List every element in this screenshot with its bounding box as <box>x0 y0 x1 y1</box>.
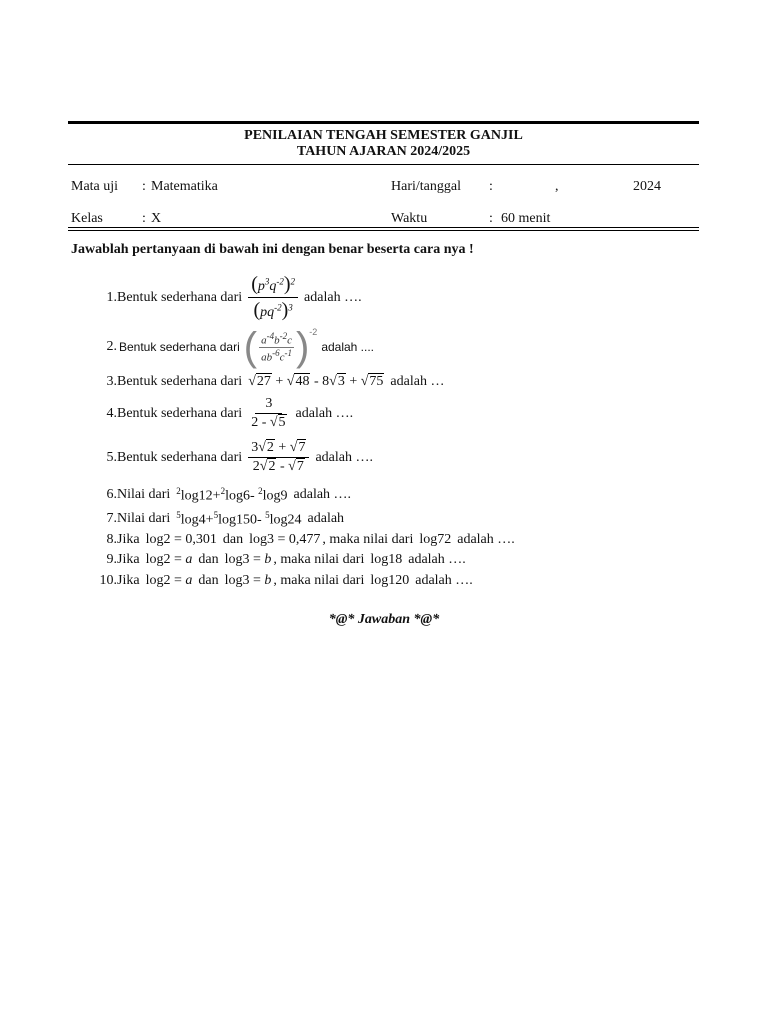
question-4 <box>91 396 353 431</box>
time-label: Waktu <box>391 211 428 226</box>
date-colon: : <box>489 179 493 194</box>
exam-title <box>68 124 699 164</box>
question-4-expression: $\frac{3}{2 - √5}$ <box>251 396 286 430</box>
given-2: log3 = b <box>224 573 272 588</box>
question-prefix: Nilai dari <box>117 511 171 527</box>
question-2 <box>91 327 374 367</box>
question-mid-1: dan <box>222 532 244 547</box>
question-3-expression: √27 + √48 - 8√3 + √75 <box>248 374 384 389</box>
question-2-expression: ( $\frac{a^{-4}b^{-2}c}{ab^{-6}c^{-1}}$ ) $^{-2}$ <box>243 325 318 369</box>
target-expression: log18 <box>370 552 403 567</box>
question-suffix: adalah …. <box>408 552 466 567</box>
exam-header <box>68 121 699 231</box>
target-expression: log72 <box>419 532 452 547</box>
question-suffix: adalah …. <box>295 405 354 421</box>
question-prefix: Jika <box>117 552 140 567</box>
question-7-expression: $^5$log4+$^5$log150- $^5$log24 <box>176 510 302 528</box>
question-number: 1. <box>106 289 117 305</box>
question-prefix: Bentuk sederhana dari <box>117 449 243 465</box>
question-10 <box>91 573 473 589</box>
class-label: Kelas <box>71 211 103 226</box>
class-colon: : <box>142 211 146 226</box>
given-2: log3 = b <box>224 552 272 567</box>
question-mid-2: , maka nilai dari <box>273 552 365 567</box>
question-number: 9. <box>106 552 117 567</box>
question-suffix: adalah …. <box>293 487 352 503</box>
question-prefix: Nilai dari <box>117 487 171 503</box>
class-value: X <box>151 211 162 226</box>
question-number: 7. <box>106 511 117 527</box>
time-colon: : <box>489 211 493 226</box>
question-number: 6. <box>106 487 117 503</box>
question-prefix: Bentuk sederhana dari <box>117 374 243 389</box>
question-prefix: Bentuk sederhana dari <box>117 289 243 305</box>
question-1 <box>91 273 362 322</box>
question-5-expression: $\frac{3√2 + √7}{2√2 - √7}$ <box>248 440 309 475</box>
question-prefix: Jika <box>117 532 140 547</box>
title-line-1: PENILAIAN TENGAH SEMESTER GANJIL <box>244 128 523 143</box>
info-block <box>68 165 699 227</box>
answer-footer: *@* Jawaban *@* <box>328 612 440 627</box>
question-suffix: adalah … <box>390 374 445 389</box>
title-line-2: TAHUN AJARAN 2024/2025 <box>296 144 471 159</box>
question-number: 4. <box>106 405 117 421</box>
question-prefix: Bentuk sederhana dari <box>117 405 243 421</box>
question-mid-1: dan <box>198 573 219 588</box>
subject-colon: : <box>142 179 146 194</box>
question-number: 2. <box>106 339 117 354</box>
date-comma: , <box>555 179 559 194</box>
question-suffix: adalah …. <box>315 449 373 465</box>
time-value: 60 menit <box>501 211 551 226</box>
question-suffix: adalah <box>307 511 345 527</box>
question-number: 3. <box>106 374 117 389</box>
question-suffix: adalah …. <box>304 289 362 305</box>
question-suffix: adalah …. <box>415 573 473 588</box>
given-2: log3 = 0,477 <box>249 532 321 547</box>
double-rule <box>68 227 699 231</box>
subject-value: Matematika <box>151 179 218 194</box>
question-mid-2: , maka nilai dari <box>322 532 414 547</box>
question-suffix: adalah .... <box>321 340 375 354</box>
subject-label: Mata uji <box>71 179 119 194</box>
question-number: 8. <box>106 532 117 547</box>
question-mid-2: , maka nilai dari <box>273 573 365 588</box>
instruction-text: Jawablah pertanyaan di bawah ini dengan benar beserta cara nya ! <box>71 242 474 257</box>
question-prefix: Jika <box>117 573 140 588</box>
question-5 <box>91 440 373 475</box>
given-1: log2 = a <box>145 573 193 588</box>
question-suffix: adalah …. <box>457 532 515 547</box>
question-8 <box>91 532 515 548</box>
date-year: 2024 <box>633 179 661 194</box>
question-3 <box>91 374 444 390</box>
question-9 <box>91 552 466 568</box>
question-number: 5. <box>106 449 117 465</box>
target-expression: log120 <box>370 573 410 588</box>
question-prefix: Bentuk sederhana dari <box>119 340 240 354</box>
question-6-expression: $^2$log12+$^2$log6- $^2$log9 <box>176 486 288 504</box>
question-6 <box>91 486 351 505</box>
question-number: 10. <box>99 573 117 588</box>
date-label: Hari/tanggal <box>391 179 461 194</box>
question-1-expression: $\frac{(p^3q^{-2})^2}{(pq^{-2})^3}$ <box>248 273 298 322</box>
given-1: log2 = a <box>145 552 193 567</box>
question-mid-1: dan <box>198 552 219 567</box>
given-1: log2 = 0,301 <box>145 532 217 547</box>
question-7 <box>91 510 344 529</box>
